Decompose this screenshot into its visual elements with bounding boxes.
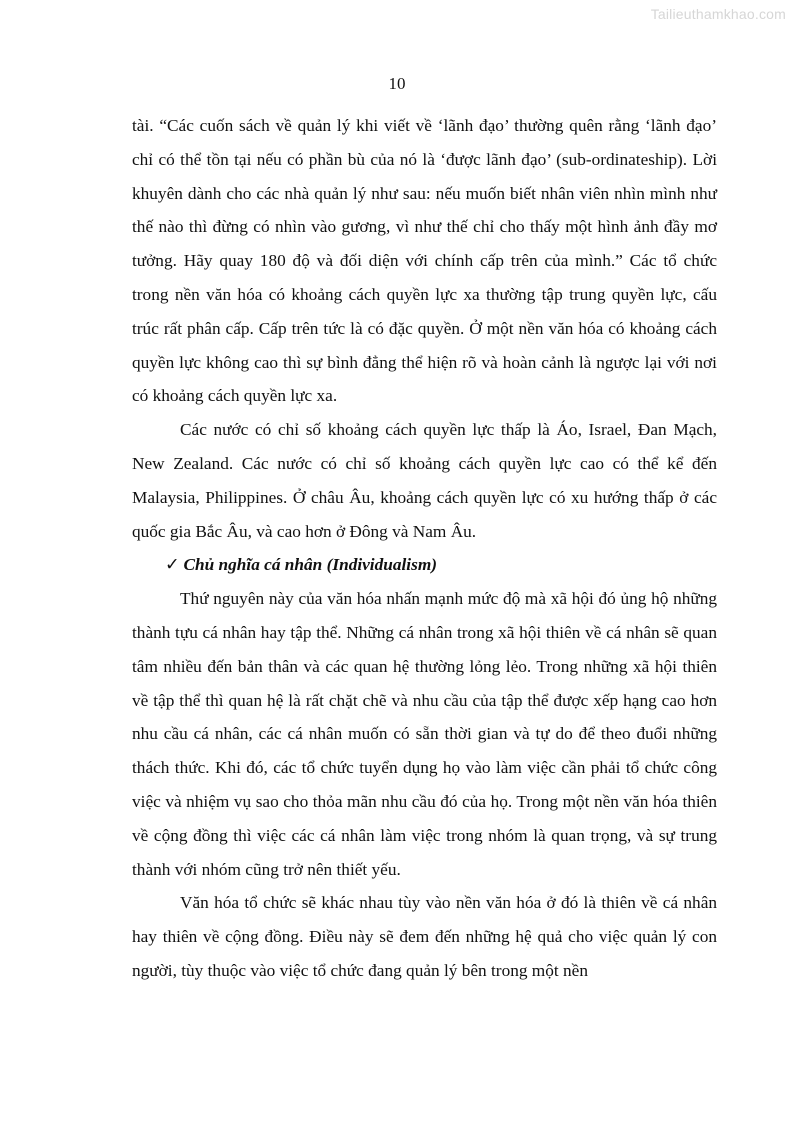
page-number: 10 (388, 74, 406, 93)
section-heading-text: Chủ nghĩa cá nhân (Individualism) (183, 555, 438, 575)
watermark: Tailieuthamkhao.com (650, 6, 786, 22)
document-body (132, 109, 717, 988)
paragraph: Văn hóa tổ chức sẽ khác nhau tùy vào nền văn hóa ở đó là thiên về cá nhân hay thiên về cộng đồng. Điều này sẽ đem đến những hệ quả cho việc quản lý con người, tùy thuộc vào việc tổ chức đang quản lý bên trong một nền (132, 893, 717, 980)
paragraph: Các nước có chỉ số khoảng cách quyền lực thấp là Áo, Israel, Đan Mạch, New Zealand. Các nước có chỉ số khoảng cách quyền lực cao có thể kể đến Malaysia, Philippines. Ở châu Âu, khoảng cách quyền lực có xu hướng thấp ở các quốc gia Bắc Âu, và cao hơn ở Đông và Nam Âu. (132, 420, 717, 541)
section-heading (132, 548, 717, 582)
paragraph: Thứ nguyên này của văn hóa nhấn mạnh mức độ mà xã hội đó ủng hộ những thành tựu cá nhân hay tập thể. Những cá nhân trong xã hội thiên về cá nhân sẽ quan tâm nhiều đến bản thân và các quan hệ thường lỏng lẻo. Trong những xã hội thiên về tập thể thì quan hệ là rất chặt chẽ và nhu cầu của tập thể được xếp hạng cao hơn nhu cầu cá nhân, các cá nhân muốn có sẵn thời gian và tự do để theo đuổi những thách thức. Khi đó, các tổ chức tuyển dụng họ vào làm việc cần phải tổ chức công việc và nhiệm vụ sao cho thỏa mãn nhu cầu đó của họ. Trong một nền văn hóa thiên về cộng đồng thì việc các cá nhân làm việc trong nhóm là quan trọng, và sự trung thành với nhóm cũng trở nên thiết yếu. (132, 589, 717, 879)
paragraph-continued: tài. “Các cuốn sách về quản lý khi viết về ‘lãnh đạo’ thường quên rằng ‘lãnh đạo’ chỉ có thể tồn tại nếu có phần bù của nó là ‘được lãnh đạo’ (sub-ordinateship). Lời khuyên dành cho các nhà quản lý như sau: nếu muốn biết nhân viên nhìn mình như thế nào thì đừng có nhìn vào gương, vì như thế chỉ cho thấy một hình ảnh đầy mơ tưởng. Hãy quay 180 độ và đối diện với chính cấp trên của mình.” Các tổ chức trong nền văn hóa có khoảng cách quyền lực xa thường tập trung quyền lực, cấu trúc rất phân cấp. Cấp trên tức là có đặc quyền. Ở một nền văn hóa có khoảng cách quyền lực không cao thì sự bình đẳng thể hiện rõ và hoàn cảnh là ngược lại với nơi có khoảng cách quyền lực xa. (132, 116, 717, 406)
check-icon: ✓ (165, 555, 180, 575)
